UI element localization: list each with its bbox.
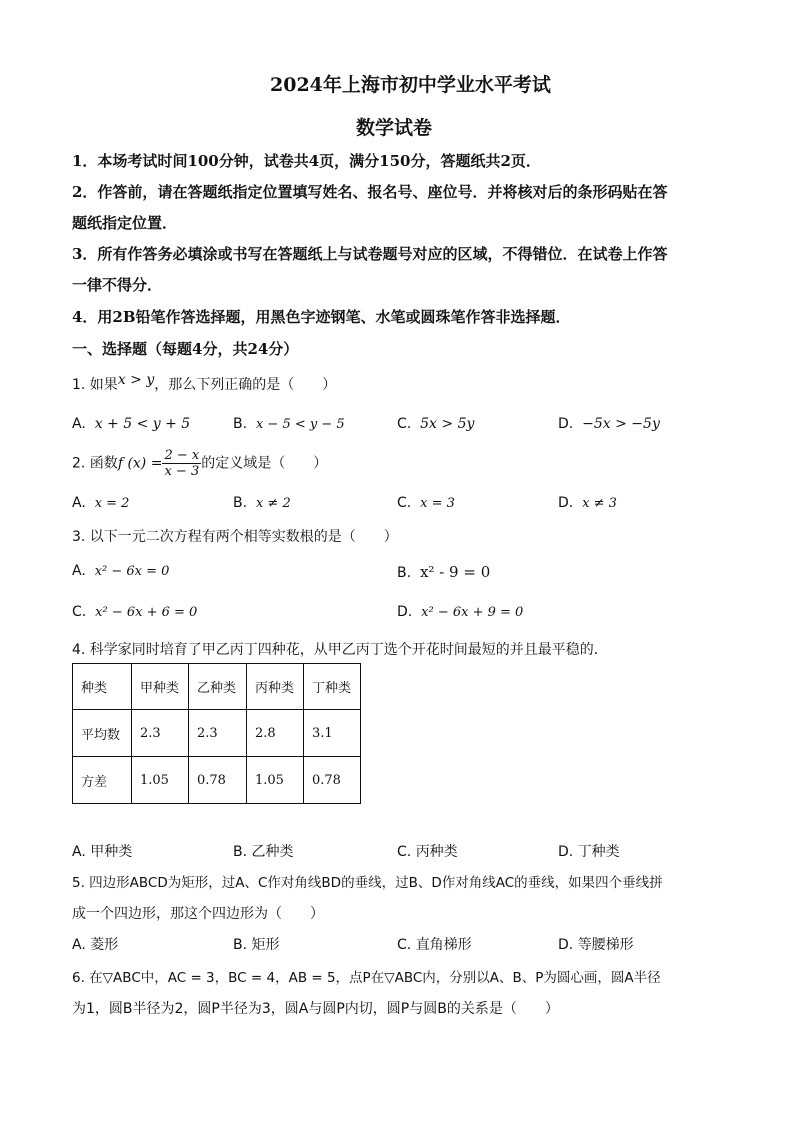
table-cell: 1.05 — [132, 757, 189, 804]
option-label: B. — [233, 844, 248, 860]
option-label: A. — [72, 416, 86, 432]
q4-option-d[interactable] — [558, 841, 620, 861]
option-math: x + 5 < y + 5 — [94, 416, 191, 432]
q3-option-a[interactable] — [72, 563, 169, 579]
option-math: x ≠ 3 — [582, 496, 617, 511]
option-math: x² - 9 = 0 — [419, 563, 491, 581]
page-title: 2024年上海市初中学业水平考试 — [270, 74, 551, 96]
table-row — [73, 710, 361, 757]
q2-stem-post: 的定义域是（ ） — [201, 455, 328, 472]
option-label: C. — [397, 495, 412, 511]
note-4: 4．用2B铅笔作答选择题，用黑色字迹钢笔、水笔或圆珠笔作答非选择题． — [72, 308, 571, 326]
q2-func: f (x) = — [117, 455, 163, 472]
option-label: A. — [72, 495, 86, 511]
q5-option-d[interactable] — [558, 934, 634, 954]
note-2: 2．作答前，请在答题纸指定位置填写姓名、报名号、座位号．并将核对后的条形码贴在答 — [72, 183, 668, 201]
option-text: 丙种类 — [415, 844, 458, 860]
option-label: A. — [72, 937, 86, 953]
table-header-cell: 种类 — [73, 664, 132, 710]
q4-option-b[interactable] — [233, 841, 294, 861]
option-text: 矩形 — [251, 937, 280, 953]
flower-table — [72, 663, 361, 804]
option-math: −5x > −5y — [582, 416, 660, 432]
option-label: C. — [397, 844, 412, 860]
q4-option-c[interactable] — [397, 841, 458, 861]
note-3-cont: 一律不得分． — [72, 276, 163, 294]
option-label: D. — [558, 844, 574, 860]
table-cell: 2.3 — [189, 710, 247, 757]
note-1: 1．本场考试时间100分钟，试卷共4页，满分150分，答题纸共2页． — [72, 152, 541, 170]
table-cell: 2.8 — [247, 710, 304, 757]
option-math: x² − 6x + 6 = 0 — [95, 605, 198, 620]
question-5-line-1: 5. 四边形ABCD为矩形，过A、C作对角线BD的垂线，过B、D作对角线AC的垂线，如果四个垂线拼 — [72, 875, 663, 891]
q2-stem-pre: 2. 函数 — [72, 455, 118, 472]
q2-fraction — [162, 448, 201, 479]
page-subtitle: 数学试卷 — [356, 117, 433, 139]
question-1-stem — [72, 374, 336, 394]
table-cell: 2.3 — [132, 710, 189, 757]
option-math: x − 5 < y − 5 — [255, 417, 345, 432]
q2-denominator: x − 3 — [164, 464, 200, 479]
option-math: x ≠ 2 — [255, 496, 291, 511]
q5-option-c[interactable] — [397, 934, 472, 954]
q2-option-c[interactable] — [397, 495, 455, 511]
option-label: A. — [72, 844, 86, 860]
table-row — [73, 757, 361, 804]
note-3: 3．所有作答务必填涂或书写在答题纸上与试卷题号对应的区域，不得错位．在试卷上作答 — [72, 245, 668, 263]
option-math: x² − 6x + 9 = 0 — [421, 605, 524, 620]
question-6-line-1: 6. 在▽ABC中，AC = 3，BC = 4，AB = 5，点P在▽ABC内，分别以A、B、P为圆心画，圆A半径 — [72, 970, 661, 986]
q4-option-a[interactable] — [72, 841, 132, 861]
option-math: 5x > 5y — [420, 416, 475, 432]
table-cell: 1.05 — [247, 757, 304, 804]
option-label: D. — [558, 937, 574, 953]
option-math: x = 2 — [94, 496, 130, 511]
option-label: D. — [397, 604, 413, 620]
q2-option-d[interactable] — [558, 495, 617, 511]
option-math: x² − 6x = 0 — [94, 564, 170, 579]
table-header-cell: 丁种类 — [304, 664, 361, 710]
section-heading: 一、选择题（每题4分，共24分） — [72, 340, 299, 358]
q3-option-c[interactable] — [72, 604, 197, 620]
option-label: C. — [397, 416, 412, 432]
option-label: C. — [72, 604, 87, 620]
table-header-cell: 乙种类 — [189, 664, 247, 710]
question-4-stem: 4. 科学家同时培育了甲乙丙丁四种花，从甲乙丙丁选个开花时间最短的并且最平稳的． — [72, 642, 608, 658]
q5-option-a[interactable] — [72, 934, 118, 954]
note-2-cont: 题纸指定位置． — [72, 214, 178, 232]
option-label: D. — [558, 416, 574, 432]
option-math: x = 3 — [420, 496, 455, 511]
option-text: 乙种类 — [251, 844, 294, 860]
q1-stem-post: ，那么下列正确的是（ ） — [154, 377, 337, 393]
q3-option-d[interactable] — [397, 604, 523, 620]
q1-option-c[interactable] — [397, 416, 474, 432]
option-text: 菱形 — [90, 937, 119, 953]
q3-option-b[interactable] — [397, 563, 490, 581]
option-text: 直角梯形 — [415, 937, 472, 953]
table-header-cell: 甲种类 — [132, 664, 189, 710]
q1-stem-pre: 1. 如果 — [72, 377, 118, 393]
option-text: 等腰梯形 — [577, 937, 634, 953]
option-label: B. — [397, 565, 412, 581]
option-label: B. — [233, 937, 248, 953]
table-cell: 方差 — [73, 757, 132, 804]
table-cell: 平均数 — [73, 710, 132, 757]
option-label: B. — [233, 495, 248, 511]
q2-option-a[interactable] — [72, 495, 129, 511]
q1-option-a[interactable] — [72, 416, 190, 432]
option-text: 丁种类 — [577, 844, 620, 860]
table-header-cell: 丙种类 — [247, 664, 304, 710]
question-3-stem: 3. 以下一元二次方程有两个相等实数根的是（ ） — [72, 529, 398, 545]
q1-stem-math: x > y — [117, 372, 155, 388]
q1-option-d[interactable] — [558, 416, 660, 432]
question-6-line-2: 为1，圆B半径为2，圆P半径为3，圆A与圆P内切，圆P与圆B的关系是（ ） — [72, 1001, 559, 1017]
option-label: A. — [72, 563, 86, 579]
table-header-row — [73, 664, 361, 710]
question-5-line-2: 成一个四边形，那这个四边形为（ ） — [72, 906, 324, 922]
table-cell: 3.1 — [304, 710, 361, 757]
table-cell: 0.78 — [189, 757, 247, 804]
option-label: D. — [558, 495, 574, 511]
q2-option-b[interactable] — [233, 495, 291, 511]
table-cell: 0.78 — [304, 757, 361, 804]
q1-option-b[interactable] — [233, 416, 345, 432]
q2-numerator: 2 − x — [164, 448, 200, 463]
option-label: C. — [397, 937, 412, 953]
option-text: 甲种类 — [90, 844, 133, 860]
option-label: B. — [233, 416, 248, 432]
q5-option-b[interactable] — [233, 934, 280, 954]
question-2-stem — [72, 448, 327, 479]
